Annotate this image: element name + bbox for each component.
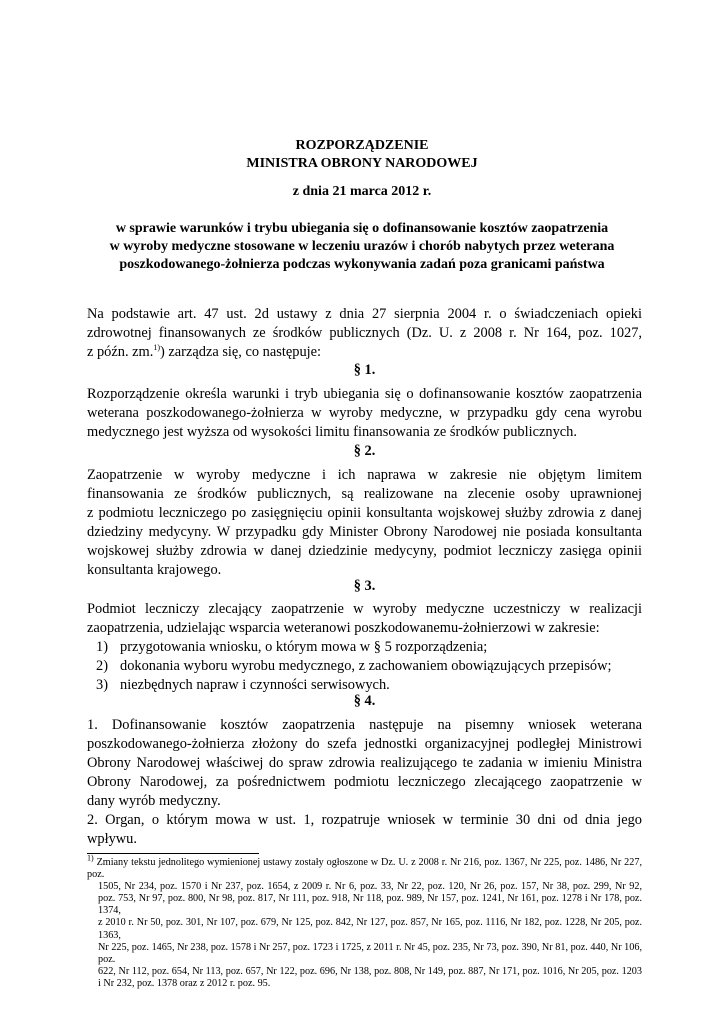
footnote-separator [87, 853, 259, 854]
list-item-text: dokonania wyboru wyrobu medycznego, z zachowaniem obowiązujących przepisów; [120, 658, 612, 674]
paragraph-line: 1. Dofinansowanie kosztów zaopatrzenia następuje na pisemny wniosek weterana [87, 717, 642, 733]
preamble-line: Na podstawie art. 47 ust. 2d ustawy z dnia 27 sierpnia 2004 r. o świadczeniach opieki [87, 306, 642, 322]
subject-line: poszkodowanego-żołnierza podczas wykonywania zadań poza granicami państwa [119, 257, 605, 272]
paragraph-line: Rozporządzenie określa warunki i tryb ubiegania się o dofinansowanie kosztów zaopatrzenia [87, 386, 642, 402]
footnote-marker: 1) [87, 853, 94, 863]
section-4-text [87, 716, 642, 849]
paragraph-line: 2. Organ, o którym mowa w ust. 1, rozpatruje wniosek w terminie 30 dni od dnia jego [87, 812, 642, 828]
paragraph-line: dziedziny medycyny. W przypadku gdy Minister Obrony Narodowej nie posiada konsultanta [87, 524, 642, 540]
preamble-line: zdrowotnej finansowanych ze środków publicznych (Dz. U. z 2008 r. Nr 164, poz. 1027, [87, 325, 642, 341]
footnote-line: $^{1)}$ Zmiany tekstu jednolitego wymienionej ustawy zostały ogłoszone w Dz. U. z 2008 r. Nr 216, poz. 1367, Nr 225, poz. 1486, Nr 227, poz. [87, 853, 643, 881]
list-item [87, 657, 642, 676]
paragraph-line: dany wyrób medyczny. [87, 793, 221, 809]
paragraph-line: poszkodowanego-żołnierza złożony do szefa jednostki organizacyjnej podległej Ministrowi [87, 736, 642, 752]
document-title [80, 137, 644, 173]
list-item-text: niezbędnych napraw i czynności serwisowych. [120, 677, 390, 693]
footnote-line: Nr 225, poz. 1465, Nr 238, poz. 1578 i Nr 257, poz. 1723 i 1725, z 2011 r. Nr 45, poz. 235, Nr 73, poz. 390, Nr 81, poz. 440, Nr 106, poz. [98, 941, 642, 965]
paragraph-line: medycznego jest wyższa od wysokości limitu finansowania ze środków publicznych. [87, 424, 577, 440]
list-item-text: przygotowania wniosku, o którym mowa w § 5 rozporządzenia; [120, 639, 488, 655]
list-item-number: 1) [96, 639, 108, 655]
paragraph-line: weterana poszkodowanego-żołnierza w wyroby medyczne, w przypadku gdy cena wyrobu [87, 405, 642, 421]
title-line-1: ROZPORZĄDZENIE [295, 138, 429, 153]
section-4-heading: § 4. [353, 693, 376, 709]
preamble [87, 305, 642, 362]
paragraph-line: zaopatrzenia, udzielając wsparcia weteranowi poszkodowanemu-żołnierzowi w zakresie: [87, 620, 600, 636]
section-3-text [87, 600, 642, 638]
paragraph-line: finansowania ze środków publicznych, są realizowane na zlecenie osoby uprawnionej [87, 486, 642, 502]
section-1-heading: § 1. [353, 362, 376, 378]
footnote-line: poz. 753, Nr 97, poz. 800, Nr 98, poz. 817, Nr 111, poz. 918, Nr 118, poz. 989, Nr 157, poz. 1241, Nr 161, poz. 1278 i Nr 178, poz. 1374, [98, 893, 642, 917]
footnote-line: z 2010 r. Nr 50, poz. 301, Nr 107, poz. 679, Nr 125, poz. 842, Nr 127, poz. 857, Nr 165, poz. 1116, Nr 182, poz. 1228, Nr 205, poz. 1363, [98, 917, 642, 941]
list-item-number: 3) [96, 677, 108, 693]
section-2-heading: § 2. [353, 443, 376, 459]
subject-line: w sprawie warunków i trybu ubiegania się o dofinansowanie kosztów zaopatrzenia [115, 221, 609, 236]
footnote-line: 622, Nr 112, poz. 654, Nr 113, poz. 657, Nr 122, poz. 696, Nr 138, poz. 808, Nr 149, poz. 887, Nr 171, poz. 1016, Nr 205, poz. 1203 [98, 965, 642, 977]
section-1-text [87, 385, 642, 442]
paragraph-line: wojskowej służby zdrowia w danej dziedzinie medycyny, podmiot leczniczy zasięga opinii [87, 543, 642, 559]
footnote-line: i Nr 232, poz. 1378 oraz z 2012 r. poz. 95. [98, 977, 271, 989]
paragraph-line: wpływu. [87, 831, 137, 847]
list-item-number: 2) [96, 658, 108, 674]
list-item [87, 638, 642, 657]
document-date [80, 183, 644, 201]
paragraph-line: Obrony Narodowej właściwej do spraw zdrowia realizującego te zadania w imieniu Ministra [87, 755, 642, 771]
footnote-reference: 1) [153, 343, 161, 353]
paragraph-line: konsultanta krajowego. [87, 562, 222, 578]
paragraph-line: z podmiotu leczniczego po zasięgnięciu opinii konsultanta wojskowej służby zdrowia z danej [87, 505, 642, 521]
footnote-line: 1505, Nr 234, poz. 1570 i Nr 237, poz. 1654, z 2009 r. Nr 6, poz. 33, Nr 22, poz. 120, Nr 26, poz. 157, Nr 38, poz. 299, Nr 92, [98, 881, 642, 893]
paragraph-line: Podmiot leczniczy zlecający zaopatrzenie w wyroby medyczne uczestniczy w realizacji [87, 601, 642, 617]
subject-line: w wyroby medyczne stosowane w leczeniu urazów i chorób nabytych przez weterana [109, 239, 615, 254]
section-3-heading: § 3. [353, 578, 376, 594]
section-3-list [87, 638, 642, 695]
date-line: z dnia 21 marca 2012 r. [292, 184, 432, 199]
preamble-line: z późn. zm.$^{1)}$) zarządza się, co następuje: [87, 343, 322, 360]
title-line-2: MINISTRA OBRONY NARODOWEJ [246, 156, 478, 171]
footnote [87, 853, 643, 990]
document-subject [80, 220, 644, 274]
paragraph-line: Obrony Narodowej, za pośrednictwem podmiotu leczniczego zlecającego zaopatrzenie w [87, 774, 642, 790]
paragraph-line: Zaopatrzenie w wyroby medyczne i ich naprawa w zakresie nie objętym limitem [87, 467, 642, 483]
section-2-text [87, 466, 642, 580]
